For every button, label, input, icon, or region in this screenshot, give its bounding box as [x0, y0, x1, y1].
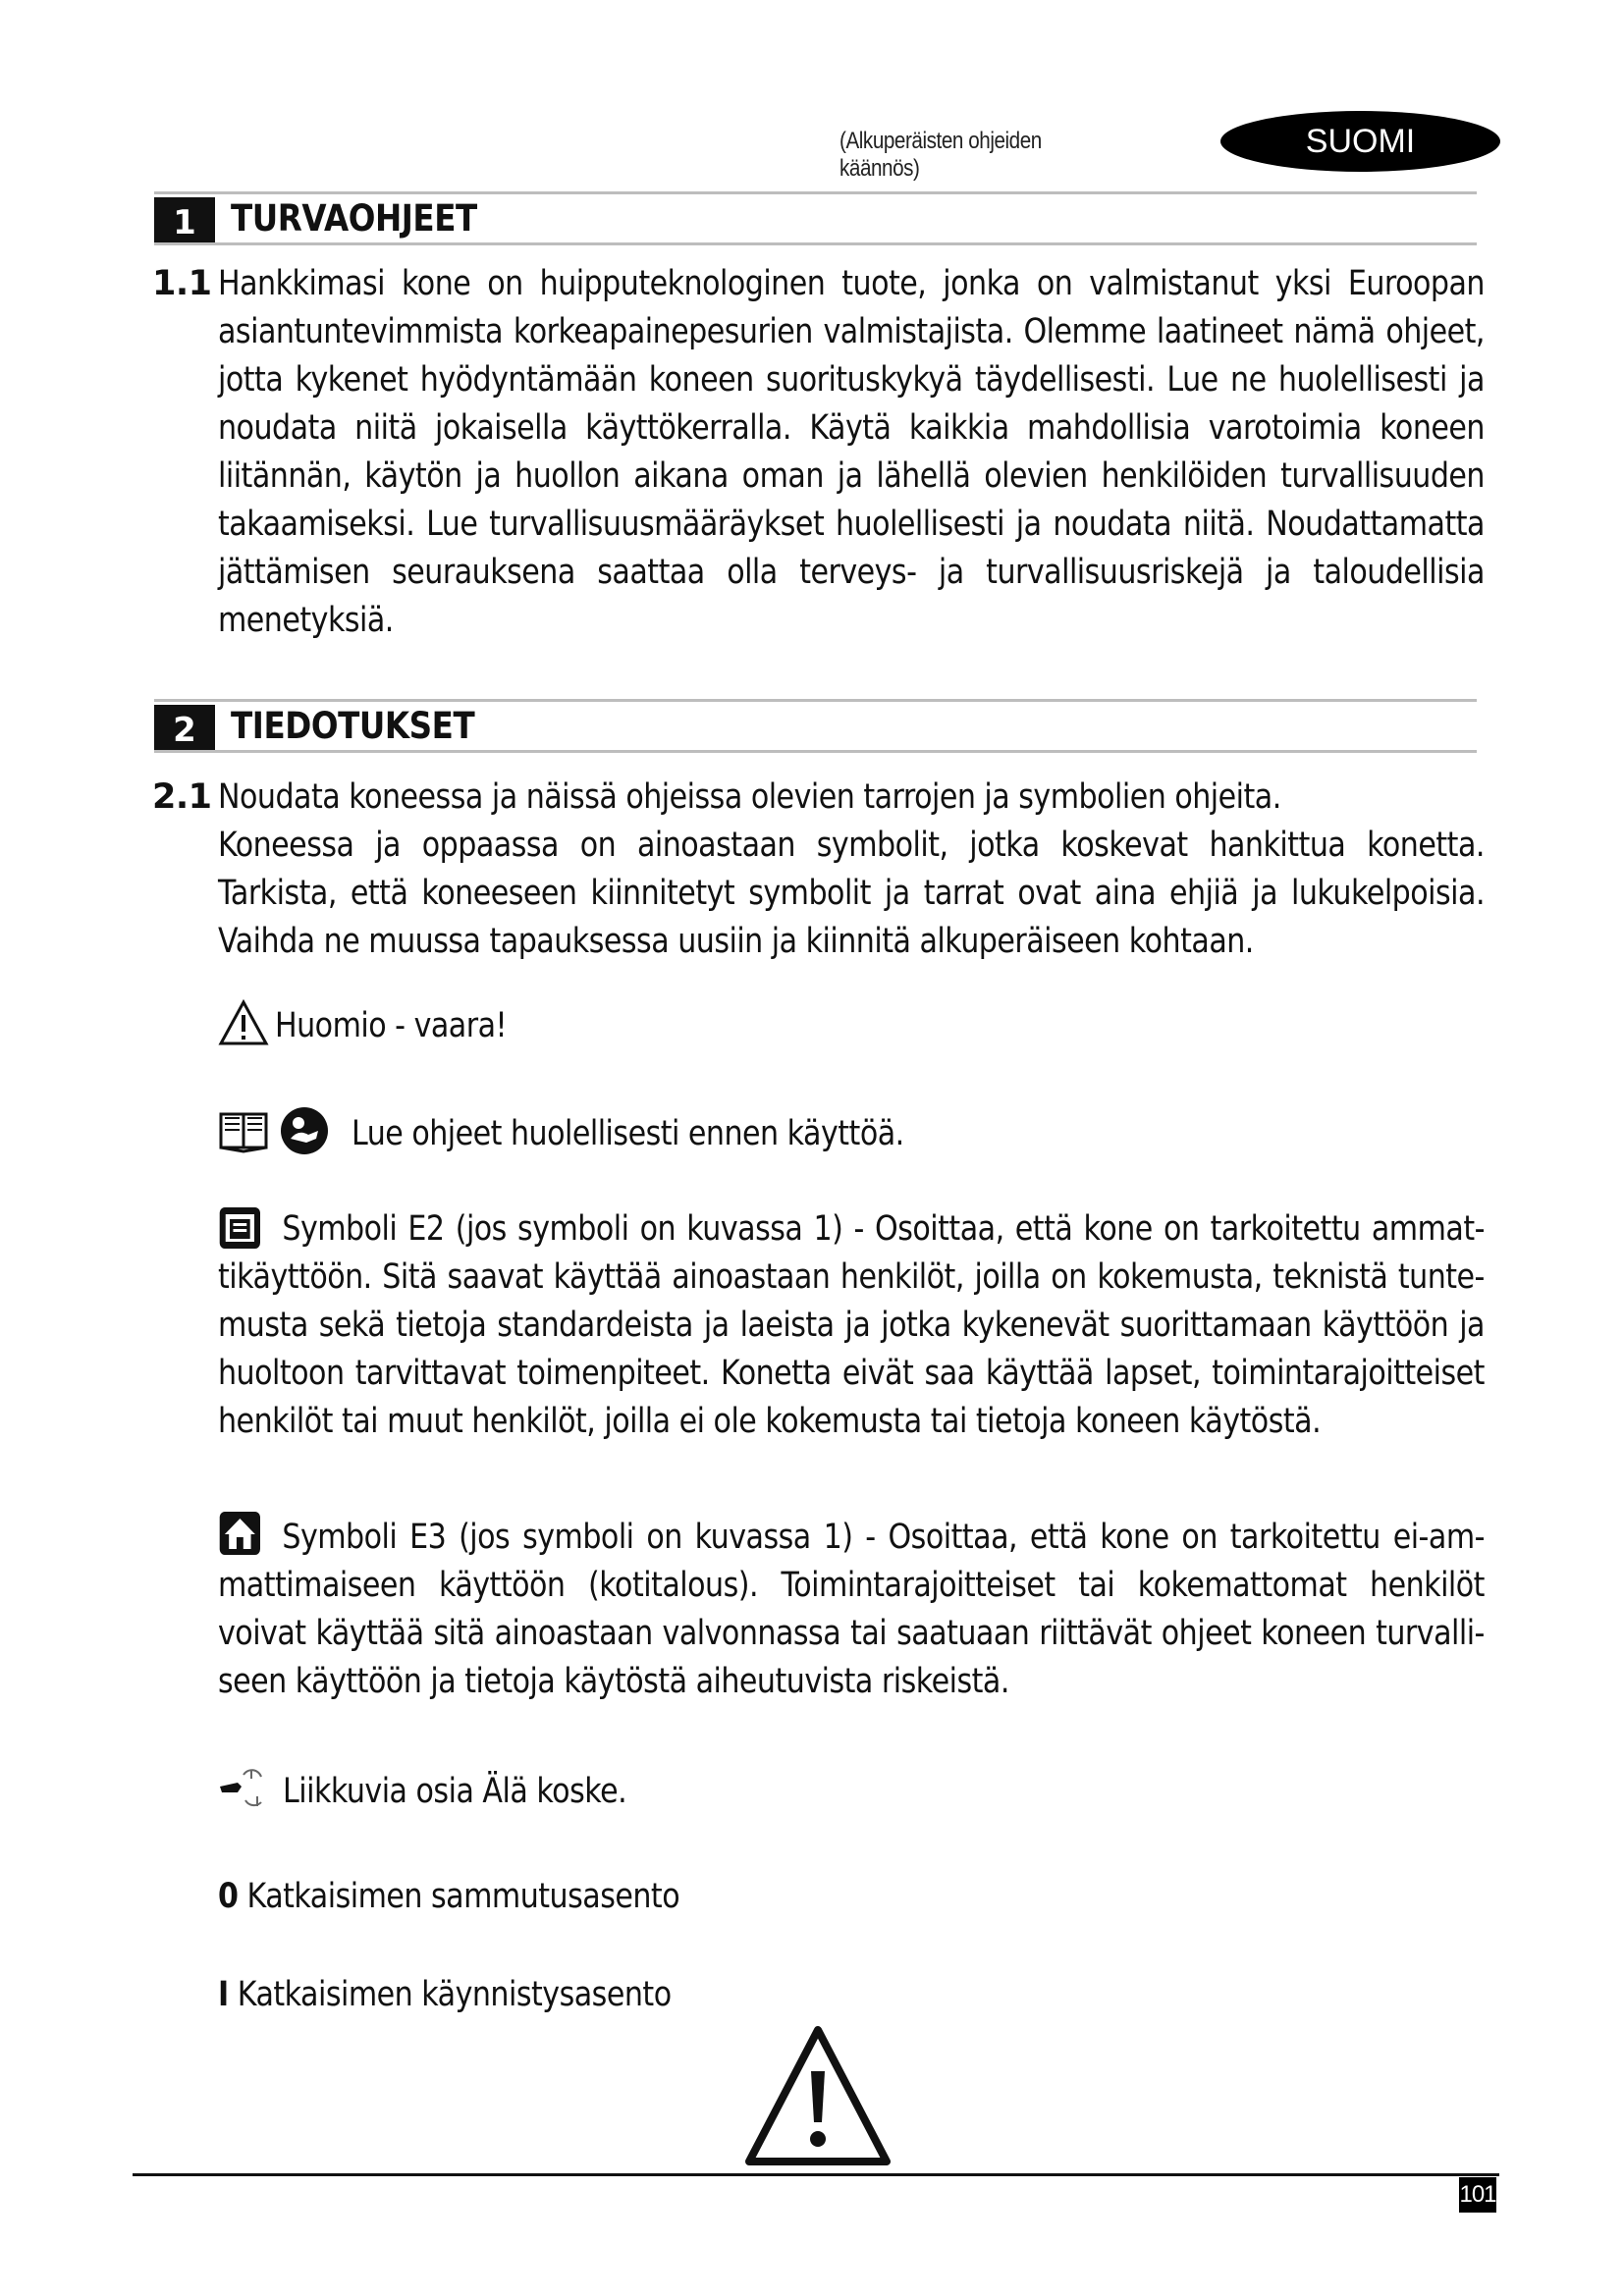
symbol-e3-paragraph: [218, 1514, 1485, 1706]
symbol-text: Huomio - vaara!: [275, 1005, 508, 1045]
translation-note: (Alkuperäisten ohjeiden käännös): [839, 128, 1042, 182]
text-line: takaamiseksi. Lue turvallisuusmääräykset huolellisesti ja noudata niitä. Noudattamatta: [218, 505, 1485, 544]
symbol-e2-paragraph: [218, 1205, 1485, 1446]
text-line: Symboli E3 (jos symboli on kuvassa 1) - Osoittaa, että kone on tarkoitettu ei-am-: [282, 1518, 1485, 1557]
symbol-moving-parts: [218, 1767, 682, 1815]
item-number: 2.1: [152, 777, 212, 817]
section-number: 1: [154, 197, 215, 242]
professional-use-icon: [218, 1205, 262, 1259]
on-symbol: I: [218, 1975, 229, 2014]
language-badge: SUOMI: [1220, 111, 1500, 172]
symbol-danger: [218, 999, 545, 1051]
text-line: henkilöt tai muut henkilöt, joilla ei ole kokemusta tai tietoja koneen käytöstä.: [218, 1402, 1322, 1441]
switch-off-position: [218, 1877, 755, 1916]
text-line: menetyksiä.: [218, 601, 394, 640]
paragraph-2-1: [218, 774, 1485, 966]
warning-triangle-icon: [218, 999, 269, 1051]
symbol-text: Lue ohjeet huolellisesti ennen käyttöä.: [352, 1113, 904, 1153]
text-line: Tarkista, että koneeseen kiinnitetyt symbolit ja tarrat ovat aina ehjiä ja lukukelpoisia.: [218, 874, 1485, 913]
book-icon: [218, 1108, 269, 1158]
item-number: 1.1: [152, 264, 212, 303]
paragraph-1-1: [218, 260, 1485, 645]
large-warning-triangle-icon: [743, 2024, 893, 2172]
text-line: Hankkimasi kone on huipputeknologinen tuote, jonka on valmistanut yksi Euroopan: [218, 264, 1485, 303]
text-line: Koneessa ja oppaassa on ainoastaan symbolit, jotka koskevat hankittua konetta.: [218, 826, 1485, 865]
text-line: huoltoon tarvittavat toimenpiteet. Konetta eivät saa käyttää lapset, toimintarajoitteiset: [218, 1354, 1485, 1393]
text-line: noudata niitä jokaisella käyttökerralla. Käytä kaikkia mahdollisia varotoimia koneen: [218, 408, 1485, 448]
text-line: Vaihda ne muussa tapauksessa uusiin ja kiinnitä alkuperäiseen kohtaan.: [218, 922, 1254, 961]
text-line: jotta kykenet hyödyntämään koneen suorituskykyä täydellisesti. Lue ne huolellisesti ja: [218, 360, 1485, 400]
text-line: mattimaiseen käyttöön (kotitalous). Toimintarajoitteiset tai kokemattomat henkilöt: [218, 1566, 1485, 1605]
text-line: Noudata koneessa ja näissä ohjeissa olevien tarrojen ja symbolien ohjeita.: [218, 777, 1281, 817]
section-2-heading: [154, 699, 1477, 753]
footer-rule: [133, 2173, 1499, 2176]
text-line: jättämisen seurauksena saattaa olla terveys- ja turvallisuusriskejä ja taloudellisia: [218, 553, 1485, 592]
off-symbol: 0: [218, 1877, 239, 1916]
section-1-heading: [154, 191, 1477, 245]
moving-parts-icon: [218, 1767, 273, 1815]
section-title: TIEDOTUKSET: [231, 705, 475, 747]
text-line: liitännän, käytön ja huollon aikana oman ja lähellä olevien henkilöiden turvallisuuden: [218, 456, 1485, 496]
symbol-text: Katkaisimen käynnistysasento: [237, 1975, 672, 2014]
household-use-icon: [218, 1510, 262, 1566]
symbol-text: Katkaisimen sammutusasento: [246, 1877, 680, 1916]
text-line: Symboli E2 (jos symboli on kuvassa 1) - Osoittaa, että kone on tarkoitettu ammat-: [282, 1209, 1485, 1249]
text-line: asiantuntevimmista korkeapainepesurien valmistajista. Olemme laatineet nämä ohjeet,: [218, 312, 1485, 351]
text-line: musta sekä tietoja standardeista ja laeista ja jotka kykenevät suorittamaan käyttöön ja: [218, 1306, 1485, 1345]
read-instructions-icon: [279, 1105, 330, 1161]
section-number: 2: [154, 705, 215, 750]
symbol-read-manual: [218, 1105, 994, 1161]
text-line: seen käyttöön ja tietoja käytöstä aiheutuvista riskeistä.: [218, 1662, 1009, 1701]
section-title: TURVAOHJEET: [231, 197, 477, 240]
symbol-text: Liikkuvia osia Älä koske.: [283, 1771, 627, 1811]
page-number: 101: [1459, 2177, 1496, 2213]
switch-on-position: [218, 1975, 745, 2014]
text-line: voivat käyttää sitä ainoastaan valvonnassa tai saatuaan riittävät ohjeet koneen turvalli-: [218, 1614, 1485, 1653]
text-line: tikäyttöön. Sitä saavat käyttää ainoastaan henkilöt, joilla on kokemusta, teknistä tunte-: [218, 1257, 1485, 1297]
